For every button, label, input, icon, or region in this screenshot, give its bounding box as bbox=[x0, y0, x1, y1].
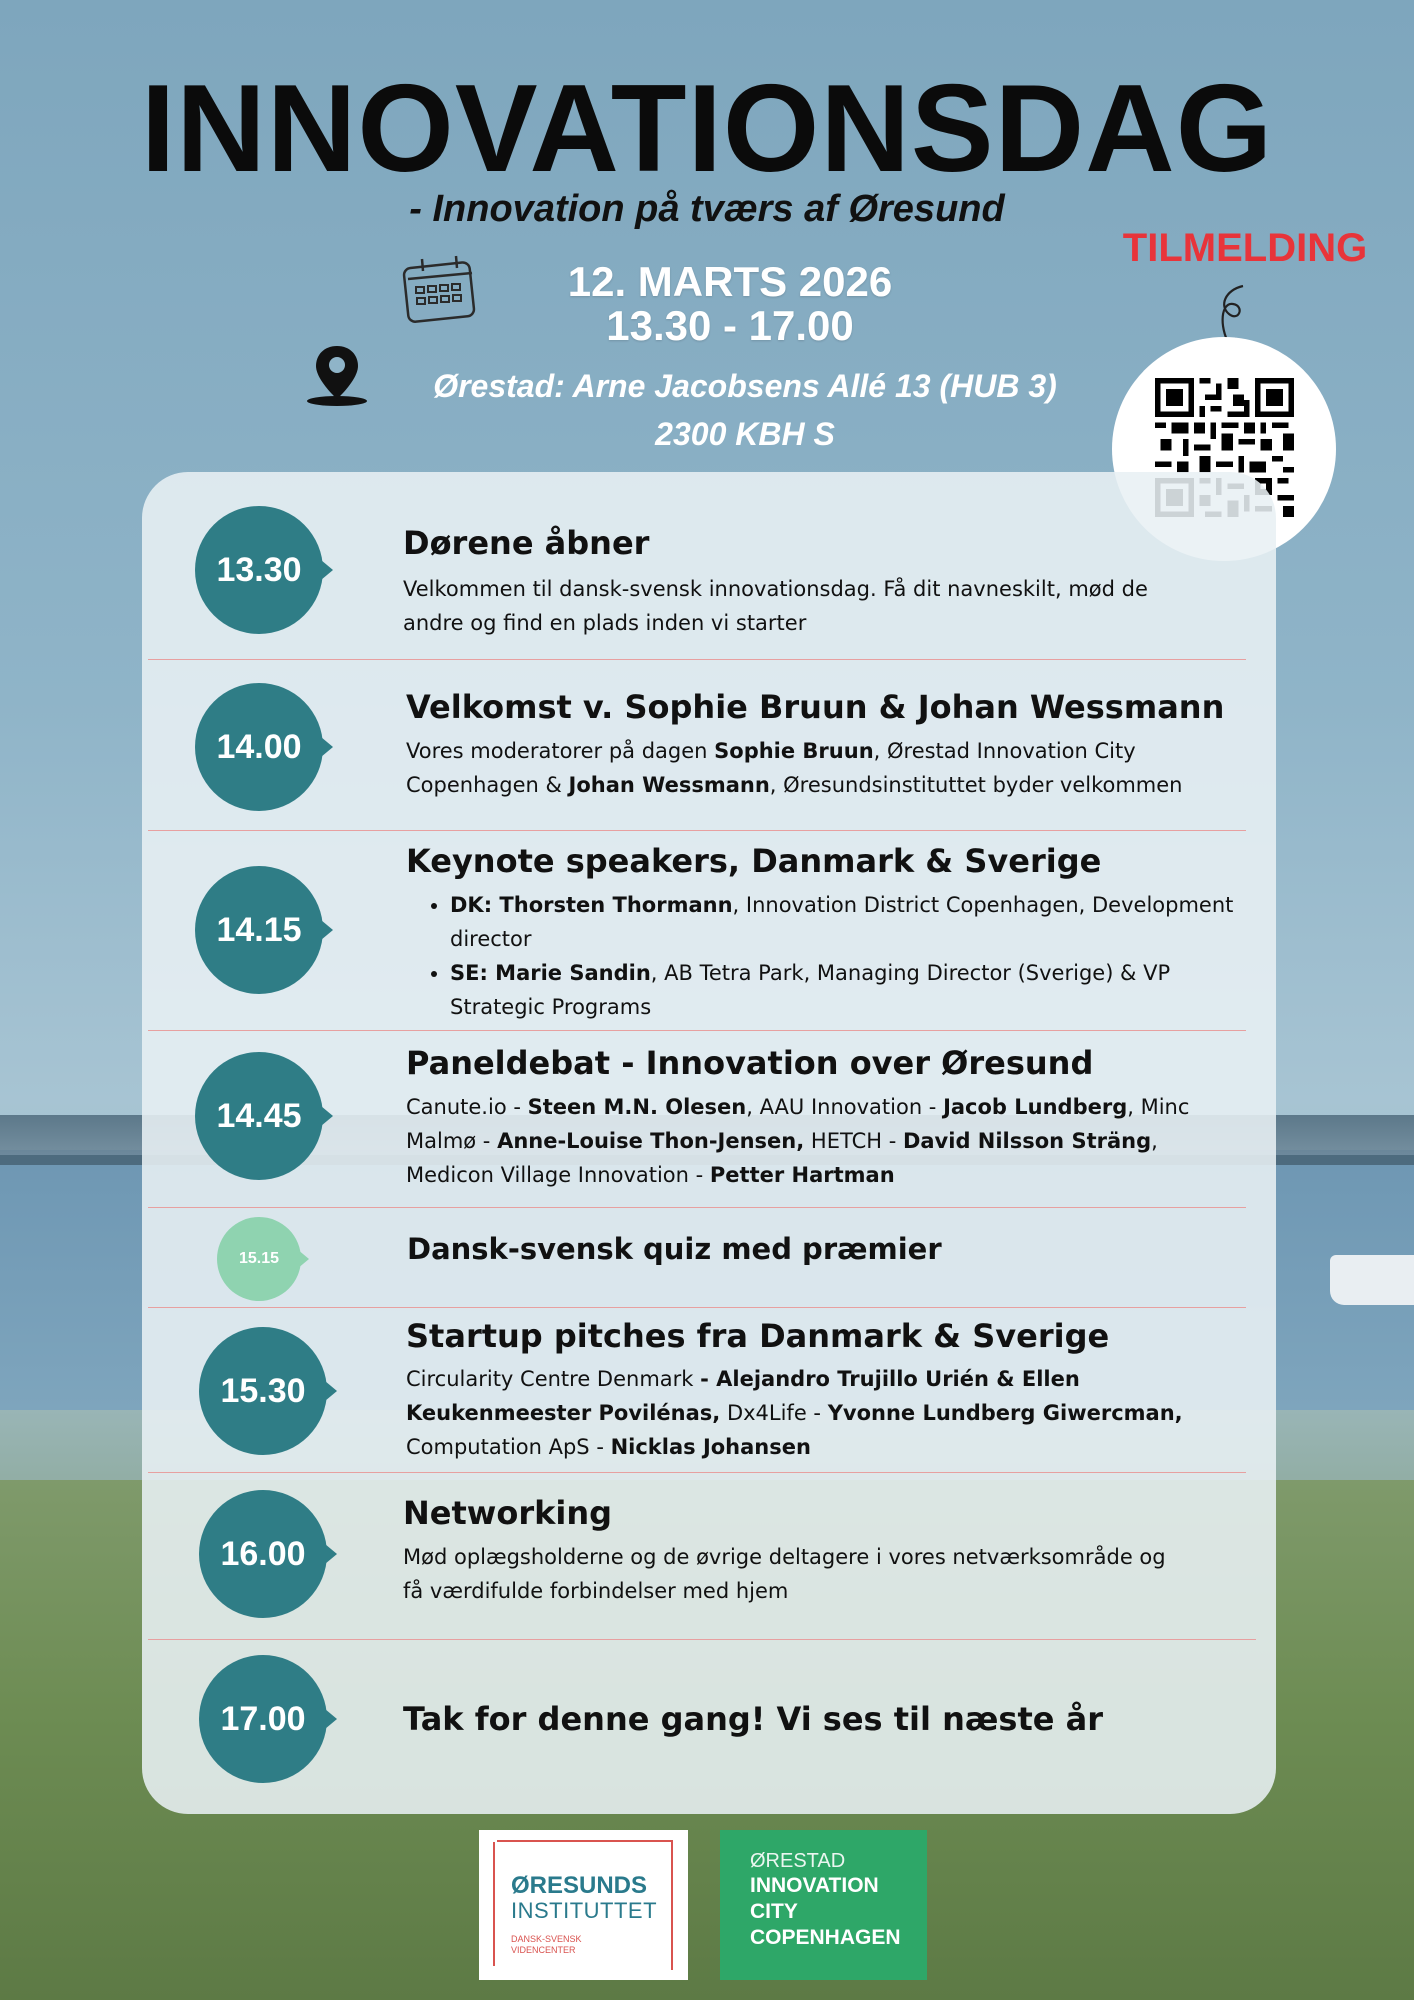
time-badge: 15.15 bbox=[217, 1217, 301, 1301]
calendar-icon bbox=[400, 255, 480, 325]
desc-bold: Sophie Bruun bbox=[714, 739, 874, 763]
page-subtitle: - Innovation på tværs af Øresund bbox=[409, 188, 1005, 230]
logo-frame-left bbox=[493, 1842, 495, 1966]
logo-text: COPENHAGEN bbox=[750, 1926, 901, 1949]
separator bbox=[148, 1639, 1256, 1640]
orestad-innovation-city-logo bbox=[720, 1830, 927, 1980]
desc-text: Velkommen til dansk-svensk innovationsdag. Få dit navneskilt, mød de andre og find en plads inden vi starter bbox=[403, 577, 1148, 635]
address-line-2: 2300 KBH S bbox=[655, 416, 835, 452]
event-datetime bbox=[480, 260, 980, 348]
agenda-item-title: Tak for denne gang! Vi ses til næste år bbox=[403, 1700, 1103, 1738]
time-badge: 14.45 bbox=[195, 1052, 323, 1180]
background-ship bbox=[1330, 1255, 1414, 1305]
desc-bold: Yvonne Lundberg Giwercman, bbox=[827, 1401, 1183, 1425]
separator bbox=[148, 659, 1246, 660]
agenda-item-desc bbox=[403, 572, 1193, 640]
desc-text: , AAU Innovation - bbox=[746, 1095, 944, 1119]
separator bbox=[148, 1207, 1246, 1208]
desc-bold: Johan Wessmann bbox=[568, 773, 770, 797]
desc-text: , Medicon Village Innovation - bbox=[406, 1129, 1158, 1187]
logo-text: ØRESUNDS bbox=[511, 1872, 648, 1899]
time-badge: 13.30 bbox=[195, 506, 323, 634]
agenda-item-desc bbox=[406, 734, 1236, 802]
time-badge: 14.15 bbox=[195, 866, 323, 994]
desc-text: Dx4Life - bbox=[720, 1401, 828, 1425]
speaker-name: SE: Marie Sandin bbox=[450, 961, 651, 985]
address-line-1: Ørestad: Arne Jacobsens Allé 13 (HUB 3) bbox=[433, 368, 1057, 404]
agenda-item-desc bbox=[406, 888, 1266, 1024]
desc-text: Computation ApS - bbox=[406, 1435, 611, 1459]
speaker-info: , Innovation District Copenhagen, Development director bbox=[450, 893, 1234, 951]
agenda-item-title: Networking bbox=[403, 1494, 613, 1532]
agenda-item-desc bbox=[406, 1090, 1226, 1192]
desc-bold: Petter Hartman bbox=[709, 1163, 895, 1187]
separator bbox=[148, 1472, 1246, 1473]
separator bbox=[148, 1307, 1246, 1308]
agenda-item-title: Dørene åbner bbox=[403, 524, 650, 562]
desc-text: Circularity Centre Denmark bbox=[406, 1367, 701, 1391]
logo-text: INSTITUTTET bbox=[511, 1898, 658, 1923]
desc-text: , Ørestad Innovation City Copenhagen & bbox=[406, 739, 1136, 797]
time-badge: 14.00 bbox=[195, 683, 323, 811]
desc-text: Vores moderatorer på dagen bbox=[406, 739, 715, 763]
time-badge: 17.00 bbox=[199, 1655, 327, 1783]
page-title: INNOVATIONSDAG bbox=[140, 60, 1274, 198]
desc-text: , Øresundsinstituttet byder velkommen bbox=[769, 773, 1183, 797]
speaker-name: DK: Thorsten Thormann bbox=[450, 893, 733, 917]
desc-bold: Anne-Louise Thon-Jensen, bbox=[497, 1129, 805, 1153]
speaker-list bbox=[406, 888, 1266, 1024]
agenda-item-desc bbox=[403, 1540, 1183, 1608]
agenda-item-title: Paneldebat - Innovation over Øresund bbox=[406, 1044, 1094, 1082]
agenda-item-title: Startup pitches fra Danmark & Sverige bbox=[406, 1317, 1110, 1355]
oresundsinstituttet-logo bbox=[479, 1830, 688, 1980]
desc-bold: David Nilsson Sträng bbox=[902, 1129, 1152, 1153]
agenda-item-desc bbox=[406, 1362, 1206, 1464]
separator bbox=[148, 1030, 1246, 1031]
desc-text: Canute.io - bbox=[406, 1095, 528, 1119]
logo-text: CITY bbox=[750, 1900, 798, 1923]
time-badge: 16.00 bbox=[199, 1490, 327, 1618]
logo-text: DANSK-SVENSK VIDENCENTER bbox=[511, 1934, 582, 1955]
agenda-item-title: Keynote speakers, Danmark & Sverige bbox=[406, 842, 1102, 880]
agenda-item-title: Velkomst v. Sophie Bruun & Johan Wessmann bbox=[406, 688, 1225, 726]
desc-bold: Jacob Lundberg bbox=[943, 1095, 1128, 1119]
event-date: 12. MARTS 2026 bbox=[567, 258, 893, 305]
agenda-panel bbox=[142, 472, 1276, 1814]
logo-text: ØRESTAD bbox=[750, 1850, 846, 1872]
speaker-info: , AB Tetra Park, Managing Director (Sverige) & VP Strategic Programs bbox=[450, 961, 1171, 1019]
signup-label[interactable]: TILMELDING bbox=[1122, 226, 1368, 270]
list-item bbox=[450, 956, 1266, 1024]
agenda-item-title: Dansk-svensk quiz med præmier bbox=[407, 1232, 942, 1266]
time-badge: 15.30 bbox=[199, 1327, 327, 1455]
desc-text: HETCH - bbox=[804, 1129, 903, 1153]
logo-text: INNOVATION bbox=[750, 1874, 879, 1897]
list-item bbox=[450, 888, 1266, 956]
desc-bold: Steen M.N. Olesen bbox=[527, 1095, 747, 1119]
separator bbox=[148, 830, 1246, 831]
event-time: 13.30 - 17.00 bbox=[606, 302, 854, 349]
desc-text: , Minc Malmø - bbox=[406, 1095, 1190, 1153]
desc-bold: - Alejandro Trujillo Urién & Ellen Keukenmeester Povilénas, bbox=[406, 1367, 1080, 1425]
desc-text: Mød oplægsholderne og de øvrige deltagere i vores netværksområde og få værdifulde forbindelser med hjem bbox=[403, 1545, 1166, 1603]
event-address bbox=[360, 362, 1130, 458]
desc-bold: Nicklas Johansen bbox=[610, 1435, 811, 1459]
